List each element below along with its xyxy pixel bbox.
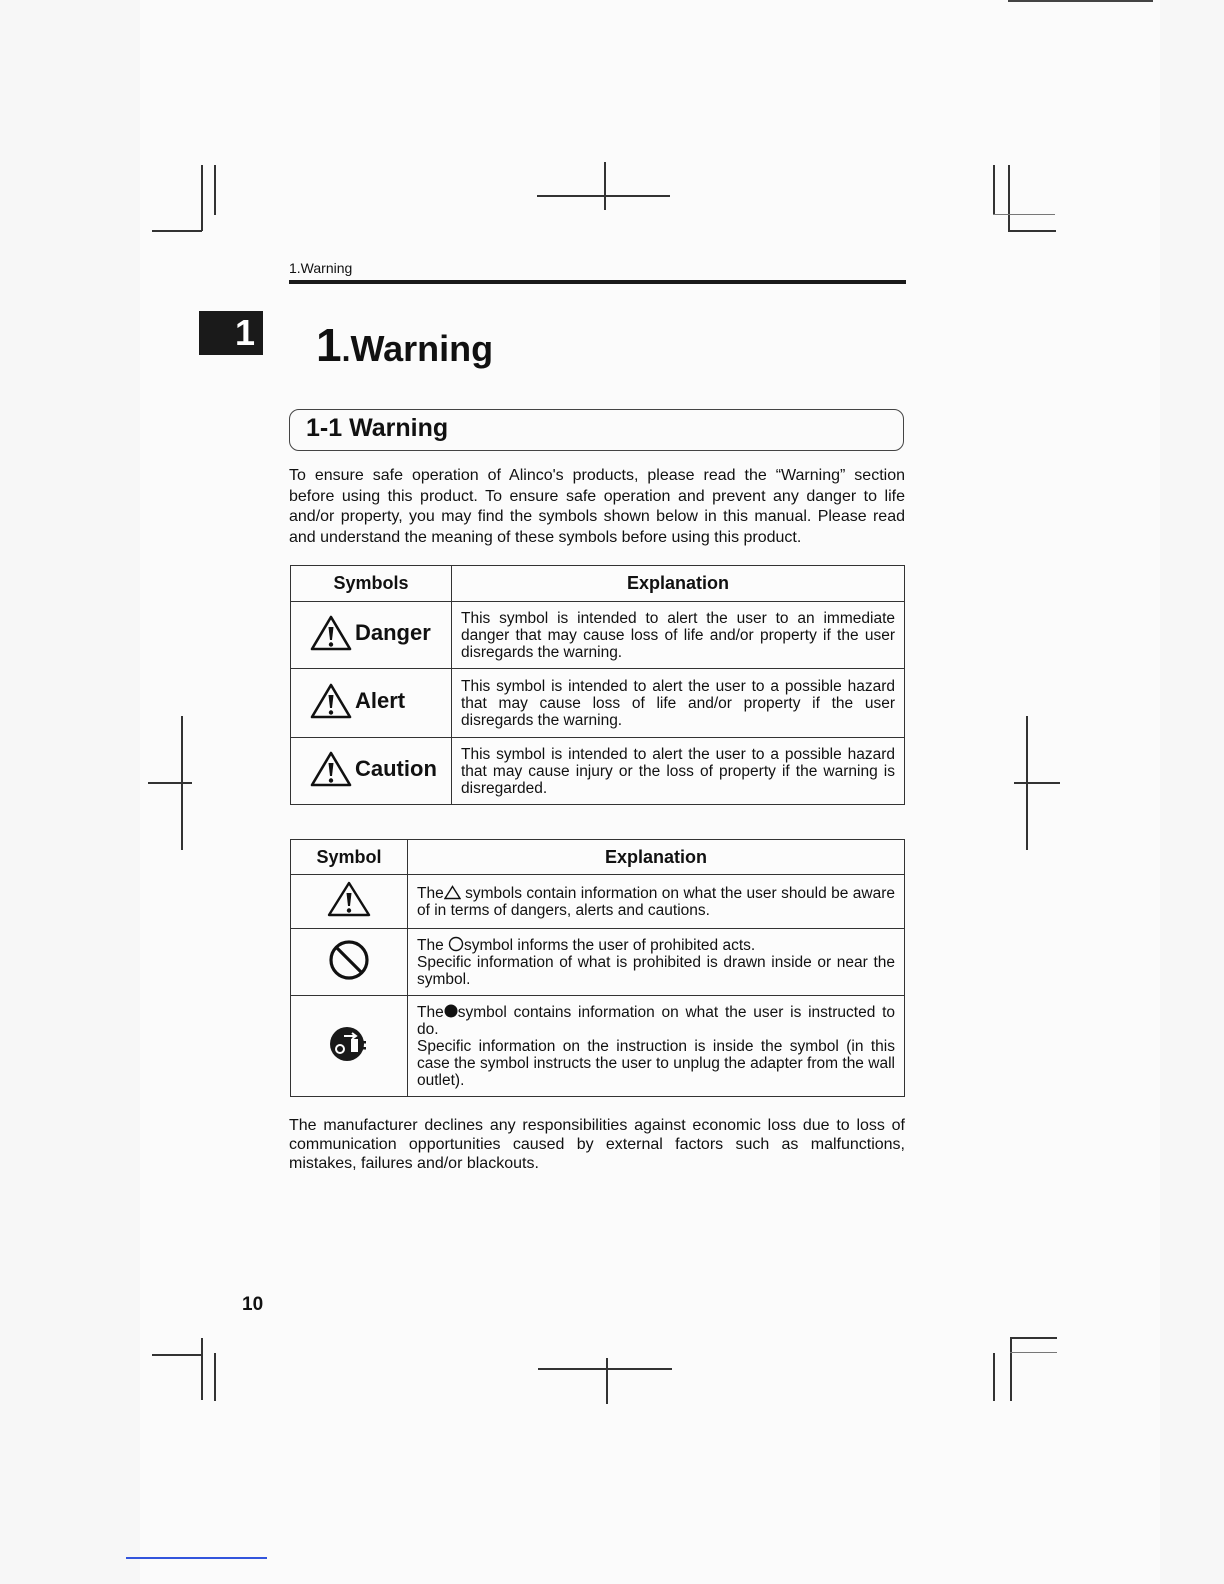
table-row xyxy=(291,875,905,929)
chapter-title-text: Warning xyxy=(350,328,494,369)
chapter-tab: 1 xyxy=(199,311,263,355)
header-rule xyxy=(289,280,906,284)
alert-description: This symbol is intended to alert the user to a possible hazard that may cause loss of life and/or property if the user disregards the warning. xyxy=(452,669,905,738)
prohibited-description: The symbol informs the user of prohibited acts. Specific information of what is prohibited is drawn inside or near the symbol. xyxy=(408,929,905,996)
top-edge-rule xyxy=(1008,0,1153,2)
warning-triangle-icon xyxy=(309,682,353,720)
closing-paragraph: The manufacturer declines any responsibilities against economic loss due to loss of communication opportunities caused by external factors such as malfunctions, mistakes, failures and/or blackouts. xyxy=(289,1117,905,1172)
table-row xyxy=(291,738,905,805)
chapter-number: 1 xyxy=(316,319,342,371)
table-row xyxy=(291,929,905,996)
symbol-meaning-table xyxy=(290,839,905,1097)
warning-triangle-icon xyxy=(326,880,372,918)
danger-description: This symbol is intended to alert the user to an immediate danger that may cause loss of life and/or property if the user disregards the warning. xyxy=(452,602,905,669)
symbols-table xyxy=(290,565,905,805)
warning-triangle-icon xyxy=(309,614,353,652)
chapter-dot: . xyxy=(341,332,351,368)
caution-description: This symbol is intended to alert the user to a possible hazard that may cause injury or the loss of property if the warning is disregarded. xyxy=(452,738,905,805)
caution-label: Caution xyxy=(309,750,437,788)
unplug-adapter-icon xyxy=(327,1022,371,1066)
table-row xyxy=(291,996,905,1097)
section-title: 1-1 Warning xyxy=(306,414,449,442)
table-row xyxy=(291,669,905,738)
page-number: 10 xyxy=(242,1294,264,1315)
chapter-title xyxy=(316,318,493,372)
small-circle-icon xyxy=(448,936,464,952)
running-header: 1.Warning xyxy=(289,260,353,276)
symbol-header: Symbol xyxy=(291,840,408,875)
intro-paragraph: To ensure safe operation of Alinco's products, please read the “Warning” section before using this product. To ensure safe operation and prevent any danger to life and/or property, you may find the symbols shown below in this manual. Please read and understand the meaning of these symbols before using this product. xyxy=(289,467,905,546)
alert-label: Alert xyxy=(309,682,405,720)
warning-triangle-icon xyxy=(309,750,353,788)
small-filled-circle-icon xyxy=(444,1003,458,1019)
table-row xyxy=(291,602,905,669)
section-heading-box xyxy=(289,409,904,451)
prohibited-icon xyxy=(327,938,371,982)
danger-label: Danger xyxy=(309,614,431,652)
triangle-description: The symbols contain information on what the user should be aware of in terms of dangers, alerts and cautions. xyxy=(408,875,905,929)
explanation-header: Explanation xyxy=(452,566,905,602)
explanation-header: Explanation xyxy=(408,840,905,875)
instruction-description: The symbol contains information on what the user is instructed to do. Specific information on the instruction is inside the symbol (in this case the symbol instructs the user to unplug the adapter from the wall outlet). xyxy=(408,996,905,1097)
bottom-edge-line xyxy=(126,1557,267,1559)
symbols-header: Symbols xyxy=(291,566,452,602)
small-triangle-icon xyxy=(444,885,461,900)
